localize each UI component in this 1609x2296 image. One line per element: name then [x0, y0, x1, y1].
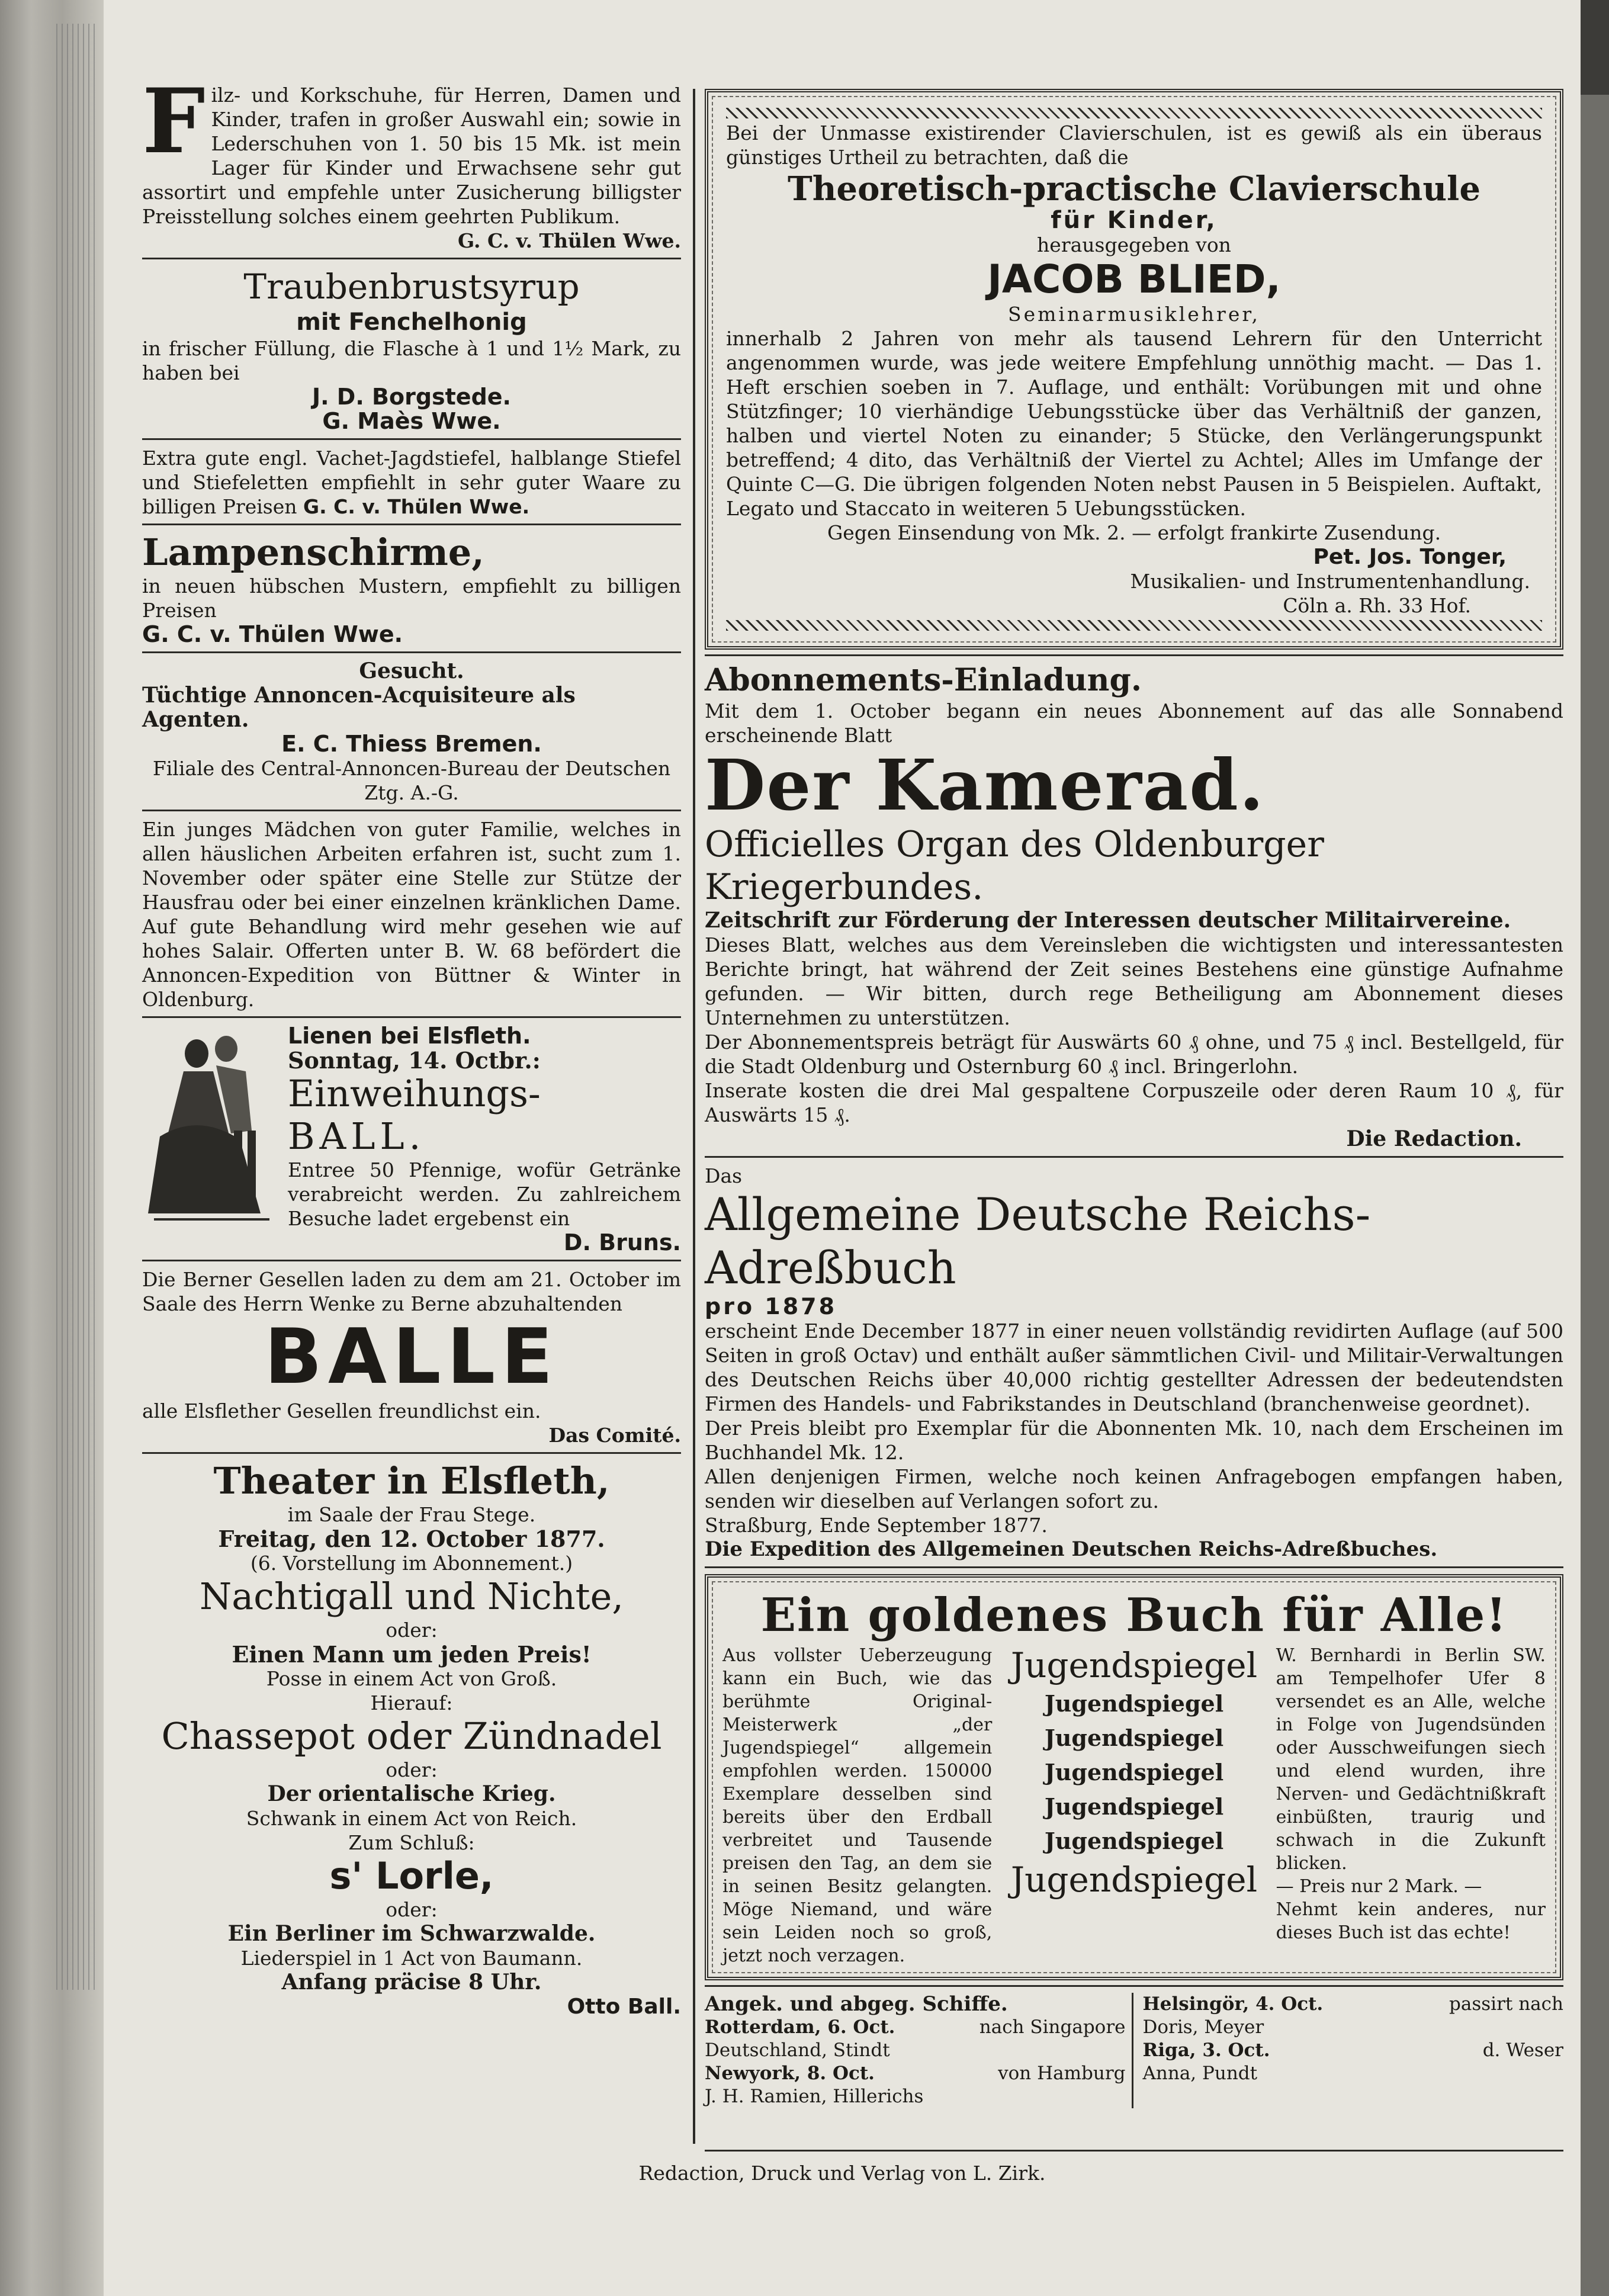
- ship-dir: nach Singapore: [979, 2016, 1126, 2038]
- ad-gesucht-company: E. C. Thiess Bremen.: [281, 731, 542, 757]
- clavier-title: Theoretisch-practische Clavierschule: [788, 169, 1480, 208]
- gold-right: [1276, 1644, 1546, 1967]
- theater-oder3: oder:: [386, 1898, 438, 1921]
- ships-title: Angek. und abgeg. Schiffe.: [705, 1992, 1008, 2016]
- footer-rule: [705, 2150, 1563, 2152]
- ad-berne-text: Die Berner Gesellen laden zu dem am 21. October im Saale des Herrn Wenke zu Berne abzuhaltenden: [142, 1268, 681, 1315]
- clavier-seller-role: Musikalien- und Instrumentenhandlung.: [1130, 570, 1530, 593]
- ad-goldenes-buch: [705, 1574, 1563, 1980]
- theater-play2b: Der orientalische Krieg.: [267, 1781, 556, 1806]
- scan-tab: [1581, 0, 1609, 95]
- gold-price: — Preis nur 2 Mark. —: [1276, 1876, 1482, 1897]
- gold-right-text: W. Bernhardi in Berlin SW. am Tempelhofer Ufer 8 versendet es an Alle, welche in Folge von Jugendsünden oder Ausschweifungen siech und elend wurden, ihre Nerven- und Gedächtnißkraft einbüßten, traurig und schwach in die Zukunft blicken.: [1276, 1645, 1546, 1874]
- ship-name: J. H. Ramien, Hillerichs: [705, 2086, 924, 2107]
- theater-play3c: Liederspiel in 1 Act von Baumann.: [240, 1947, 583, 1970]
- ornament-border-top: [726, 108, 1542, 118]
- abo-name: Der Kamerad.: [705, 744, 1265, 826]
- clavier-author: JACOB BLIED,: [987, 256, 1281, 302]
- gold-note: Nehmt kein anderes, nur dieses Buch ist das echte!: [1276, 1899, 1546, 1943]
- ad-stiefel-text: Extra gute engl. Vachet-Jagdstiefel, halblange Stiefel und Stiefeletten empfiehlt in sehr guter Waare zu billigen Preisen: [142, 447, 681, 518]
- ship-city: Rotterdam, 6. Oct.: [705, 2016, 895, 2038]
- ad-gesucht-text: Filiale des Central-Annoncen-Bureau der Deutschen Ztg. A.-G.: [152, 757, 671, 804]
- clavier-by: herausgegeben von: [1037, 233, 1231, 256]
- ad-lampen-text: in neuen hübschen Mustern, empfiehlt zu billigen Preisen: [142, 574, 681, 622]
- ship-dir: d. Weser: [1482, 2040, 1563, 2061]
- ship-city: Newyork, 8. Oct.: [705, 2063, 875, 2084]
- ship-news-col1: [705, 1993, 1133, 2108]
- abo-text: Mit dem 1. October begann ein neues Abonnement auf das alle Sonnabend erscheinende Blatt: [705, 699, 1563, 747]
- theater-anfang: Anfang präcise 8 Uhr.: [281, 1970, 542, 1995]
- ad-berne-text2: alle Elsflether Gesellen freundlichst ein.: [142, 1399, 541, 1422]
- drop-initial: F: [142, 69, 205, 174]
- ad-stiefel-signature: G. C. v. Thülen Wwe.: [303, 495, 530, 518]
- clavier-title2: für Kinder,: [1051, 207, 1218, 234]
- ad-lampen-title: Lampenschirme,: [142, 531, 484, 574]
- clavier-seller: Pet. Jos. Tonger,: [1313, 545, 1507, 569]
- clavier-role: Seminarmusiklehrer,: [1008, 303, 1260, 326]
- gold-center-0: Jugendspiegel: [1010, 1645, 1258, 1685]
- theater-line3: (6. Vorstellung im Abonnement.): [250, 1552, 573, 1575]
- theater-zumschluss: Zum Schluß:: [348, 1831, 475, 1854]
- imprint-footer: Redaction, Druck und Verlag von L. Zirk.: [638, 2162, 1046, 2185]
- gold-center-1: Jugendspiegel: [1044, 1690, 1224, 1717]
- theater-play1c: Posse in einem Act von Groß.: [266, 1667, 557, 1690]
- right-column: [705, 89, 1563, 2108]
- ad-theater: [142, 1460, 681, 2019]
- ad-maedchen: Ein junges Mädchen von guter Familie, welches in allen häuslichen Arbeiten erfahren ist, sucht zum 1. November oder später eine Stelle zur Stütze der Hausfrau oder bei einer einzelnen kränklichen Dame. Auf gute Behandlung wird mehr gesehen wie auf hohes Salair. Offerten unter B. W. 68 befördert die Annoncen-Expedition von Büttner & Winter in Oldenburg.: [142, 818, 681, 1011]
- ad-gesucht: [142, 659, 681, 805]
- adress-year: pro 1878: [705, 1293, 837, 1319]
- ship-entry: [1143, 1993, 1564, 2016]
- scan-edge: [1581, 0, 1609, 2296]
- theater-title: Theater in Elsfleth,: [213, 1459, 610, 1502]
- abo-price: Der Abonnementspreis beträgt für Auswärts 60 ₰ ohne, und 75 ₰ incl. Bestellgeld, für die Stadt Oldenburg und Osternburg 60 ₰ incl. Bringerlohn.: [705, 1030, 1563, 1078]
- gold-center-4: Jugendspiegel: [1044, 1793, 1224, 1820]
- theater-play1b: Einen Mann um jeden Preis!: [232, 1641, 592, 1668]
- ad-filz-text: ilz- und Korkschuhe, für Herren, Damen und Kinder, trafen in großer Auswahl ein; sowie in Lederschuhen von 1. 50 bis 15 Mk. ist mein Lager für Kinder und Erwachsene sehr gut assortirt und empfehle unter Zusicherung billigster Preisstellung solches einem geehrten Publikum.: [142, 84, 681, 228]
- ad-ball-text: Entree 50 Pfennige, wofür Getränke verabreicht werden. Zu zahlreichem Besuche ladet ergebenst ein: [288, 1158, 681, 1230]
- ad-berne-signature: Das Comité.: [548, 1424, 681, 1447]
- theater-hierauf: Hierauf:: [370, 1691, 453, 1714]
- theater-play2: Chassepot oder Zündnadel: [161, 1714, 662, 1758]
- abo-body: Dieses Blatt, welches aus dem Vereinsleben die wichtigsten und interessantesten Berichte bringt, hat während der Zeit seines Bestehens eine günstige Aufnahme gefunden. — Wir bitten, durch rege Betheiligung am Abonnement dieses Unternehmen zu unterstützen.: [705, 933, 1563, 1029]
- theater-oder2: oder:: [386, 1758, 438, 1781]
- ship-city: Riga, 3. Oct.: [1142, 2040, 1270, 2061]
- adress-das: Das: [705, 1164, 743, 1187]
- left-column: [142, 69, 681, 2019]
- adress-text2: Allen denjenigen Firmen, welche noch keinen Anfragebogen empfangen haben, senden wir dieselben auf Verlangen sofort zu.: [705, 1465, 1563, 1513]
- gold-center-3: Jugendspiegel: [1044, 1759, 1224, 1786]
- ad-filz-signature: G. C. v. Thülen Wwe.: [458, 229, 681, 252]
- adress-text: erscheint Ende December 1877 in einer neuen vollständig revidirten Auflage (auf 500 Seiten in groß Octav) und enthält außer sämmtlichen Civil- und Militair-Verwaltungen des Deutschen Reichs über 40,000 richtig gestellter Adressen der bedeutendsten Firmen des Handels- und Fabrikstandes in Deutschland (branchenweise geordnet).: [705, 1319, 1563, 1415]
- ship-city: Helsingör, 4. Oct.: [1142, 1993, 1324, 2015]
- ad-ball-lienen: [142, 1024, 681, 1255]
- ad-filz: [142, 69, 681, 253]
- ad-syrup-subtitle: mit Fenchelhonig: [296, 309, 527, 336]
- ship-news: [705, 1993, 1563, 2108]
- abo-title: Abonnements-Einladung.: [705, 662, 1142, 698]
- ship-dir: passirt nach: [1449, 1993, 1563, 2015]
- ad-gesucht-subtitle: Tüchtige Annoncen-Acquisiteure als Agenten.: [142, 683, 576, 732]
- abo-organ: Officielles Organ des Oldenburger Kriegerbundes.: [705, 824, 1324, 908]
- theater-play3b: Ein Berliner im Schwarzwalde.: [227, 1921, 596, 1946]
- adress-title: Allgemeine Deutsche Reichs-Adreßbuch: [705, 1188, 1371, 1294]
- theater-play3: s' Lorle,: [329, 1854, 494, 1897]
- theater-line1: im Saale der Frau Stege.: [287, 1503, 536, 1526]
- ad-clavierschule: [705, 89, 1563, 650]
- ad-ball-line2: Sonntag, 14. Octbr.:: [288, 1047, 541, 1074]
- clavier-offer: Gegen Einsendung von Mk. 2. — erfolgt frankirte Zusendung.: [827, 521, 1441, 544]
- abo-zeitschrift: Zeitschrift zur Förderung der Interessen deutscher Militairvereine.: [705, 908, 1511, 933]
- ad-syrup-title: Traubenbrustsyrup: [243, 266, 580, 307]
- gold-columns: [722, 1644, 1546, 1967]
- adress-signature: Die Expedition des Allgemeinen Deutschen Reichs-Adreßbuches.: [705, 1537, 1438, 1561]
- ad-syrup-text: in frischer Füllung, die Flasche à 1 und 1½ Mark, zu haben bei: [142, 337, 681, 384]
- ad-ball-line1: Lienen bei Elsfleth.: [288, 1023, 531, 1049]
- theater-signature: Otto Ball.: [567, 1995, 681, 2019]
- ship-news-col2: [1133, 1993, 1564, 2108]
- ad-ball-signature: D. Bruns.: [563, 1229, 681, 1255]
- ship-name: Doris, Meyer: [1142, 2016, 1264, 2038]
- ad-gesucht-title: Gesucht.: [359, 659, 464, 683]
- gold-title: Ein goldenes Buch für Alle!: [760, 1588, 1508, 1642]
- ship-name: Anna, Pundt: [1142, 2063, 1258, 2084]
- ship-entry: [1143, 2039, 1564, 2062]
- theater-play1: Nachtigall und Nichte,: [200, 1575, 624, 1618]
- theater-oder1: oder:: [386, 1619, 438, 1642]
- clavier-seller-city: Cöln a. Rh. 33 Hof.: [1283, 594, 1471, 617]
- ad-berne-balle: BALLE: [142, 1316, 681, 1399]
- abo-signature: Die Redaction.: [1346, 1126, 1522, 1151]
- abo-inserate: Inserate kosten die drei Mal gespaltene Corpuszeile oder deren Raum 10 ₰, für Auswärts 15 ₰.: [705, 1079, 1563, 1126]
- theater-line2: Freitag, den 12. October 1877.: [218, 1526, 605, 1552]
- ad-ball-berne: [142, 1267, 681, 1447]
- column-divider: [693, 89, 695, 2144]
- gold-center-2: Jugendspiegel: [1044, 1725, 1224, 1751]
- ad-adressbuch: [705, 1164, 1563, 1562]
- book-spine-edge: [0, 0, 104, 2296]
- gold-center: [999, 1644, 1268, 1967]
- ad-stiefel: [142, 446, 681, 519]
- ornament-border-bottom: [726, 620, 1542, 631]
- ship-entry: [705, 2062, 1126, 2085]
- ad-syrup-seller2: G. Maès Wwe.: [322, 408, 501, 434]
- adress-price: Der Preis bleibt pro Exemplar für die Abonnenten Mk. 10, nach dem Erscheinen im Buchhandel Mk. 12.: [705, 1417, 1563, 1464]
- dancing-couple-illustration: [142, 1024, 278, 1225]
- ship-name: Deutschland, Stindt: [705, 2040, 890, 2061]
- ad-ball-title: Einweihungs-: [288, 1072, 541, 1115]
- ad-ball-title2: BALL.: [288, 1115, 426, 1158]
- ad-abonnement: [705, 662, 1563, 1151]
- theater-play2c: Schwank in einem Act von Reich.: [246, 1807, 577, 1830]
- ship-dir: von Hamburg: [998, 2063, 1126, 2084]
- adress-place: Straßburg, Ende September 1877.: [705, 1514, 1048, 1537]
- clavier-text: innerhalb 2 Jahren von mehr als tausend Lehrern für den Unterricht angenommen wurde, was jede weitere Empfehlung unnöthig macht. — Das 1. Heft erschien soeben in 7. Auflage, und enthält: Vorübungen mit und ohne Stützfinger; 10 vierhändige Uebungsstücke über das Verhältniß der ganzen, halben und viertel Noten zu einander; 5 Stücke, den Verlängerungspunkt betreffend; 4 dito, das Verhältniß der Viertel zu Achtel; Alles im Umfange der Quinte C—G. Die übrigen folgenden Noten nebst Pausen in 5 Beispielen. Auftakt, Legato und Staccato in weiteren 5 Uebungsstücken.: [726, 327, 1542, 520]
- ad-syrup: [142, 265, 681, 433]
- clavier-intro: Bei der Unmasse existirender Clavierschulen, ist es gewiß als ein überaus günstiges Urtheil zu betrachten, daß die: [726, 121, 1542, 169]
- ad-syrup-seller1: J. D. Borgstede.: [312, 384, 511, 410]
- ad-lampen: [142, 531, 681, 647]
- ship-entry: [705, 2016, 1126, 2039]
- gold-left: Aus vollster Ueberzeugung kann ein Buch, wie das berühmte Original-Meisterwerk „der Jugendspiegel“ allgemein empfohlen werden. 150000 Exemplare desselben sind bereits über den Erdball verbreitet und Tausende preisen den Tag, an dem sie in seinen Besitz gelangten. Möge Niemand, und wäre sein Leiden noch so groß, jetzt noch verzagen.: [722, 1645, 993, 1966]
- gold-center-6: Jugendspiegel: [1010, 1860, 1258, 1900]
- gold-center-5: Jugendspiegel: [1044, 1828, 1224, 1854]
- page-stack-lines: [56, 24, 98, 1990]
- ad-lampen-signature: G. C. v. Thülen Wwe.: [142, 621, 403, 647]
